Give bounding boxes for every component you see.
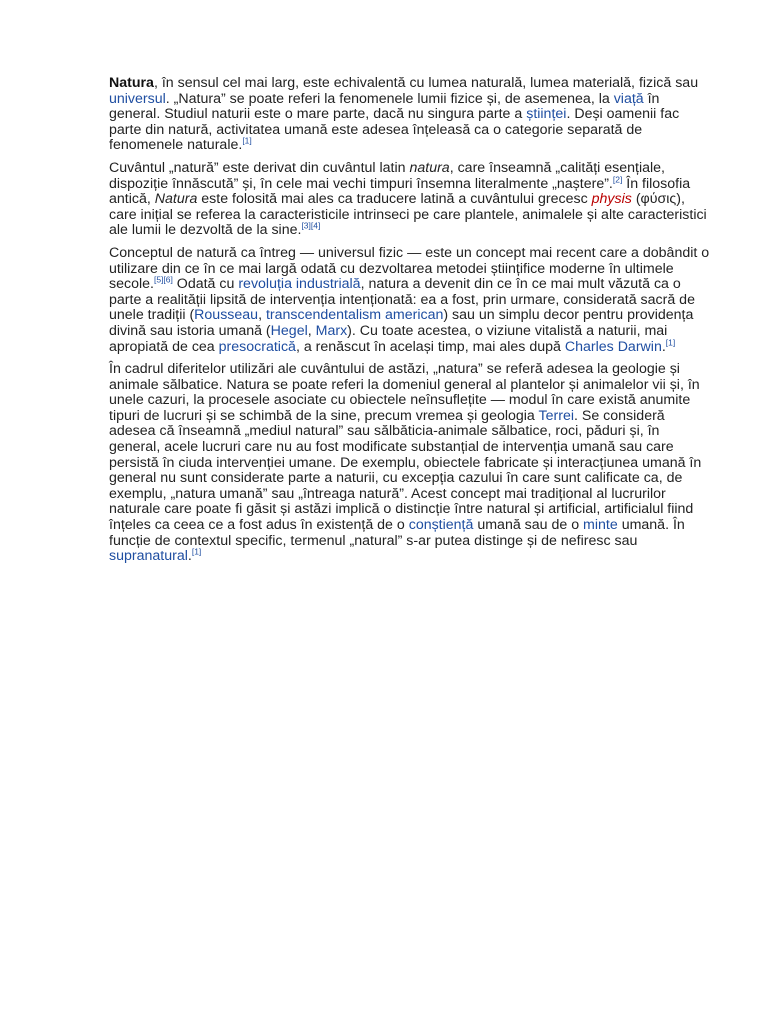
link-physis[interactable]: physis (591, 191, 632, 208)
text: Odată cu (172, 276, 239, 293)
reference-link[interactable]: [1] (242, 135, 252, 146)
paragraph-2 (109, 161, 714, 239)
text: Cuvântul „natură” este derivat din cuvântul latin (109, 159, 410, 176)
text: în general. Studiul naturii este o mare parte, dacă nu singura parte a (109, 90, 660, 123)
paragraph-3 (109, 246, 714, 355)
link-revolutia-industriala[interactable]: revoluția industrială (238, 276, 361, 293)
text: umană. În funcție de contextul specific, termenul „natural” s-ar putea distinge și de nefiresc sau (109, 517, 685, 549)
reference-link[interactable]: [5][6] (153, 274, 173, 285)
link-universul[interactable]: universul (109, 90, 166, 107)
paragraph-1 (109, 76, 714, 154)
link-charles-darwin[interactable]: Charles Darwin (564, 338, 662, 355)
text: În filosofia antică, (109, 175, 691, 208)
text: , care înseamnă „calități esențiale, dispoziție înnăscută” și, în cele mai vechi timpuri însemna literalmente „naștere”. (109, 159, 665, 192)
text: . (187, 548, 192, 565)
text: Conceptul de natură ca întreg — universul fizic — este un concept mai recent care a dobândit o utilizare din ce în ce mai largă odată cu dezvoltarea metodei științifice moderne în ultimele secole. (109, 244, 710, 293)
paragraph-4 (109, 362, 714, 565)
link-terrei[interactable]: Terrei (538, 407, 574, 424)
reference-link[interactable]: [1] (665, 336, 676, 347)
text: . Deși oamenii fac parte din natură, activitatea umană este adesea înțeleasă ca o categorie separată de fenomenele naturale. (109, 106, 680, 154)
text: ) sau un simplu decor pentru providența divină sau istoria umană ( (109, 307, 694, 339)
link-minte[interactable]: minte (583, 517, 618, 534)
text: . (661, 338, 666, 355)
link-stiintei[interactable]: științei (526, 106, 567, 123)
italic-term: natura (409, 159, 450, 176)
italic-term: Natura (154, 191, 198, 208)
text: , în sensul cel mai larg, este echivalentă cu lumea naturală, lumea materială, fizică sau (153, 75, 699, 91)
text: . „Natura” se poate referi la fenomenele lumii fizice și, de asemenea, la (165, 90, 614, 107)
link-constienta[interactable]: conștiență (408, 517, 474, 534)
text: , (307, 322, 316, 339)
article-subject: Natura (109, 75, 154, 91)
link-hegel[interactable]: Hegel (270, 322, 308, 339)
reference-link[interactable]: [1] (191, 546, 202, 557)
article-body (109, 76, 714, 572)
text: , a renăscut în același timp, mai ales după (295, 338, 565, 355)
link-presocratica[interactable]: presocratică (218, 338, 296, 355)
text: În cadrul diferitelor utilizări ale cuvântului de astăzi, „natura” se referă adesea la geologie și animale sălbatice. Natura se poate referi la domeniul general al plantelor și animalelor vii și, în unele cazuri, la procesele asociate cu obiectele neînsuflețite — modul în care există anumite tipuri de lucruri și se schimbă de la sine, precum vremea și geologia (109, 361, 700, 424)
text: este folosită mai ales ca traducere latină a cuvântului grecesc (197, 191, 592, 208)
reference-link[interactable]: [2] (612, 173, 623, 184)
text: ). Cu toate acestea, o viziune vitalistă a naturii, mai apropiată de cea (109, 322, 668, 355)
reference-link[interactable]: [3][4] (301, 220, 321, 231)
text: , (258, 307, 266, 324)
link-supranatural[interactable]: supranatural (109, 548, 188, 565)
link-rousseau[interactable]: Rousseau (194, 307, 259, 324)
link-transcendentalism-american[interactable]: transcendentalism american (265, 307, 444, 324)
text: . Se consideră adesea că înseamnă „mediul natural” sau sălbăticia-animale sălbatice, roci, păduri și, în general, acele lucruri care nu au fost modificate substanțial de intervenția umană sau care persistă în ciuda intervenției umane. De exemplu, obiectele fabricate și interacțiunea umană în general nu sunt considerate parte a naturii, cu excepția cazului în care sunt calificate ca, de exemplu, „natura umană” sau „întreaga natură”. Acest concept mai tradițional al lucrurilor naturale care poate fi găsit și astăzi implică o distincție între natural și artificial, artificialul fiind înțeles ca ceea ce a fost adus în existență de o (109, 407, 702, 534)
text: (φύσις), care inițial se referea la caracteristicile intrinseci pe care plantele, animalele și alte caracteristici ale lumii le dezvoltă de la sine. (109, 191, 707, 239)
text: , natura a devenit din ce în ce mai mult văzută ca o parte a realității lipsită de intervenția intenționată: ea a fost, prin urmare, considerată sacră de unele tradiții ( (109, 276, 695, 324)
text: umană sau de o (473, 517, 584, 534)
link-viata[interactable]: viață (613, 90, 644, 107)
link-marx[interactable]: Marx (315, 322, 348, 339)
